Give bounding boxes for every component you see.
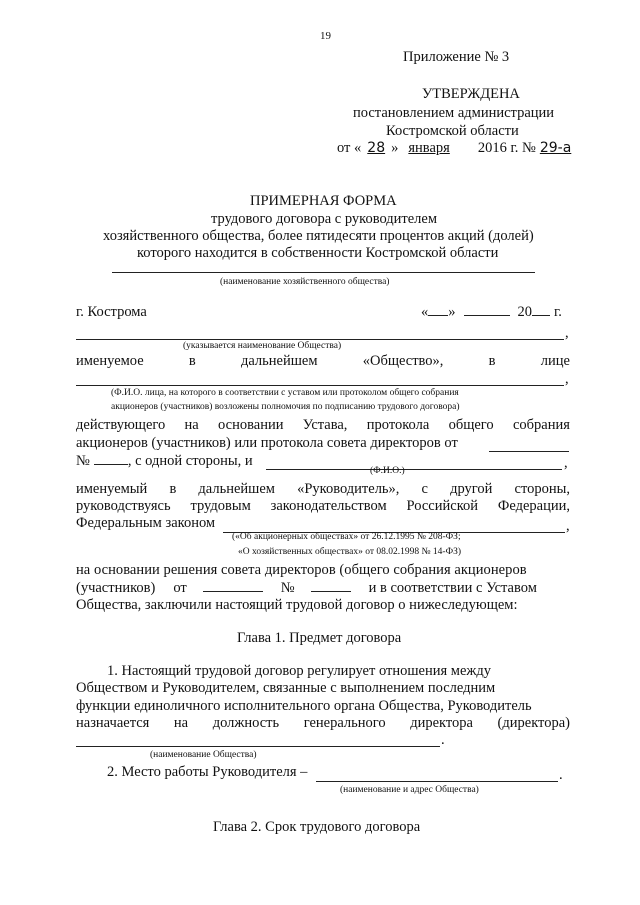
appendix-label: Приложение № 3: [403, 49, 510, 65]
approval-title: УТВЕРЖДЕНА: [422, 86, 520, 102]
chapter1-p1-line4: назначается на должность генерального директора (директора): [76, 715, 570, 731]
page-number: 19: [320, 30, 331, 42]
named-society-line: именуемое в дальнейшем «Общество», в лице: [76, 353, 570, 369]
date-year: 20: [517, 304, 532, 320]
representative-line: [76, 385, 564, 386]
protocol-date-line: [489, 451, 569, 452]
federal-law-label: Федеральным законом: [76, 515, 216, 531]
approval-date-prefix: от «: [337, 140, 362, 156]
basis-line-2: (участников) от № и в соответствии с Уставом: [76, 580, 537, 596]
chapter1-p1-line3: функции единоличного исполнительного органа Общества, Руководитель: [76, 698, 532, 714]
one-side-line: № , с одной стороны, и: [76, 453, 253, 469]
date-close-quote: »: [448, 304, 456, 320]
approval-date-mid: »: [391, 140, 399, 156]
date-open-quote: «: [421, 304, 429, 320]
approval-line2: Костромской области: [386, 123, 519, 139]
date-year-suffix: г.: [554, 304, 562, 320]
fio-caption-short: (Ф.И.О.): [370, 466, 405, 476]
contract-date: [421, 304, 562, 321]
city: г. Кострома: [76, 304, 147, 320]
chapter1-title: Глава 1. Предмет договора: [237, 630, 402, 646]
form-title: ПРИМЕРНАЯ ФОРМА: [250, 193, 397, 209]
approval-month: января: [408, 140, 450, 156]
company-name-caption: (наименование хозяйственного общества): [220, 277, 390, 287]
basis-line-3: Общества, заключили настоящий трудовой договор о нижеследующем:: [76, 597, 518, 613]
acting-line-2: акционеров (участников) или протокола совета директоров от: [76, 435, 458, 451]
fio-caption-1: (Ф.И.О. лица, на которого в соответствии с уставом или протоколом общего собрания: [111, 388, 459, 398]
basis-line-1: на основании решения совета директоров (общего собрания акционеров: [76, 562, 527, 578]
named-manager-line: именуемый в дальнейшем «Руководитель», с другой стороны,: [76, 481, 570, 497]
acting-line: действующего на основании Устава, протокола общего собрания: [76, 417, 570, 433]
society-name-caption: (указывается наименование Общества): [183, 341, 342, 351]
approval-date: [337, 140, 571, 157]
address-caption: (наименование и адрес Общества): [340, 785, 479, 795]
company-name-line: [112, 272, 535, 273]
chapter1-p1-line1: 1. Настоящий трудовой договор регулирует отношения между: [107, 663, 492, 679]
approval-year: 2016 г. №: [477, 140, 536, 156]
chapter1-p2: 2. Место работы Руководителя –: [107, 764, 308, 780]
chapter2-title: Глава 2. Срок трудового договора: [213, 819, 421, 835]
guided-line: руководствуясь трудовым законодательством Российской Федерации,: [76, 498, 570, 514]
manager-fio-line: [266, 469, 562, 470]
chapter1-p1-line2: Обществом и Руководителем, связанные с выполнением последним: [76, 680, 496, 696]
society-name-line: [76, 339, 564, 340]
approval-number: 29-а: [539, 140, 572, 156]
society-name-line-2: [76, 746, 440, 747]
law-caption-1: («Об акционерных обществах» от 26.12.1995 № 208-ФЗ;: [232, 532, 461, 542]
form-subtitle-2: хозяйственного общества, более пятидесяти процентов акций (долей): [103, 228, 534, 244]
approval-day: 28: [367, 140, 386, 156]
form-subtitle-1: трудового договора с руководителем: [211, 211, 438, 227]
society-name-caption-2: (наименование Общества): [150, 750, 257, 760]
approval-line1: постановлением администрации: [353, 105, 555, 121]
law-caption-2: «О хозяйственных обществах» от 08.02.1998 № 14-ФЗ): [238, 547, 461, 557]
fio-caption-2: акционеров (участников) возложены полномочия по подписанию трудового договора): [111, 402, 460, 412]
form-subtitle-3: которого находится в собственности Костромской области: [137, 245, 499, 261]
work-place-line: [316, 781, 558, 782]
